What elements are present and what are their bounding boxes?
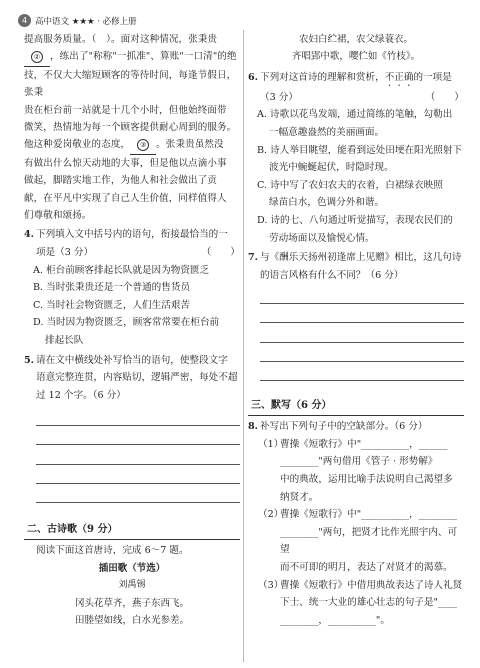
passage-line: 们尊敬和颂扬。 — [24, 210, 92, 222]
question-4: 4. 下列填入文中括号内的语句，衔接最恰当的一 项是（3 分） （ ） A. 柜台前顾客排起长队就是因为物资匮乏 B. 当时张秉贵还是一个普通的售货员 C. 当时社会物资匮乏，人们生活艰苦 D. 当时因为物资匮乏，顾客常常要在柜台前 排起长队 — [24, 226, 240, 349]
fill-blank[interactable]: ③ — [130, 136, 156, 154]
reading-passage — [24, 31, 240, 224]
question-4-stem-line1: 下列填入文中括号内的语句，衔接最恰当的一 — [36, 229, 228, 241]
section-3-title: 三、默写（6 分） — [248, 397, 464, 416]
passage-line: 做起，脚踏实地工作，为他人和社会做出了贡 — [24, 175, 218, 187]
poem-author: 刘禹锡 — [118, 580, 146, 591]
header-title: 高中语文 ★★★ · 必修上册 — [35, 16, 137, 27]
option-a[interactable]: A. 诗歌以花鸟发端，通过简练的笔触，勾勒出 一幅意趣盎然的美丽画面。 — [257, 109, 453, 138]
left-column — [24, 31, 240, 630]
option-c[interactable]: C. 当时社会物资匮乏，人们生活艰苦 — [33, 299, 191, 311]
question-4-stem-line2: 项是（3 分） — [36, 247, 94, 259]
option-c[interactable]: C. 诗中写了农妇农夫的衣着，白裙绿衣映照 绿苗白水，色调分外和谐。 — [257, 179, 443, 209]
column-divider — [243, 30, 244, 662]
option-b[interactable]: B. 当时张秉贵还是一个普通的售货员 — [33, 282, 191, 294]
poem-line-3: 农妇白纻裙，农父绿蓑衣。 — [298, 34, 413, 45]
answer-paren: （ ） — [201, 247, 240, 259]
option-d[interactable]: D. 当时因为物资匮乏，顾客常常要在柜台前 排起长队 — [33, 317, 220, 347]
answer-lines[interactable] — [36, 406, 240, 503]
passage-line: 有做出什么惊天动地的大事，但是他以点滴小事 — [24, 157, 227, 169]
poem-line-4: 齐唱郢中歌，嘤伫如《竹枝》。 — [291, 51, 421, 63]
answer-lines[interactable] — [260, 284, 464, 381]
passage-line: 技，不仅大大缩短顾客的等待时间，每逢节假日，张秉 — [24, 69, 237, 99]
answer-paren: （ ） — [425, 91, 464, 103]
passage-line: 他这种爱岗敬业的态度， ③ 。张秉贵虽然没 — [24, 136, 240, 154]
question-5: 5. 请在文中横线处补写恰当的语句，使整段文字 语意完整连贯，内容贴切，逻辑严密，每处不超 过 12 个字。（6 分） — [24, 352, 240, 504]
option-d[interactable]: D. 诗的七、八句通过听觉描写，表现农民们的 劳动场面以及愉悦心情。 — [257, 214, 453, 244]
poem-line-2: 田塍望如线，白水光参差。 — [74, 615, 189, 627]
poem-line-1: 冈头花草齐，燕子东西飞。 — [74, 597, 189, 609]
question-8: 8. 补写出下列句子中的空缺部分。（6 分） （1） 曹操《短歌行》中"__________，______ ________"两句借用《管子 · 形势解》 中的典故，运用比喻手法说明自己渴望多 纳贤才。 （2） 曹操《短歌行》中"__________，________ ________"两句，把贤才比作光照宇内、可望 而不可即的明月，表达了对贤才的渴慕。 （3） 曹操《短歌行》中借用典故表达了诗人礼贤 下士、统一大业的雄心壮志的句子是"____ ________，__________"。 — [248, 418, 464, 629]
passage-line: 献，在平凡中实现了自己人生价值，同样值得人 — [24, 192, 227, 204]
fill-in-item[interactable]: （1） 曹操《短歌行》中"__________，______ ________"两句借用《管子 · 形势解》 中的典故，运用比喻手法说明自己渴望多 纳贤才。 — [258, 438, 453, 503]
question-7: 7. 与《酬乐天扬州初逢席上见赠》相比，这几句诗 的语言风格有什么不同？（6 分） — [248, 249, 464, 381]
passage-line: 贵在柜台前一站就是十几个小时，但他始终面带 — [24, 104, 227, 116]
fill-blank[interactable]: ② — [24, 48, 50, 66]
section-2-intro: 阅读下面这首唐诗，完成 6～7 题。 — [36, 545, 189, 557]
page-header — [18, 14, 137, 27]
section-2-title: 二、古诗歌（9 分） — [24, 521, 240, 540]
option-b[interactable]: B. 诗人举目眺望，能看到远处田埂在阳光照射下 波光中蜿蜒起伏，时隐时现。 — [257, 144, 463, 174]
question-6: 6. 下列对这首诗的理解和赏析，不正确的一项是 （3 分） （ ） A. 诗歌以花鸟发端，通过简练的笔触，勾勒出 一幅意趣盎然的美丽画面。 B. 诗人举目眺望，能看到远处田埂在阳光照射下 波光中蜿蜒起伏，时隐时现。 C. 诗中写了农妇农夫的衣着，白裙绿衣映照 绿苗白水，色调分外和谐。 D. 诗的七、八句通过听觉描写，表现农民们的 劳动场面以及愉悦心情。 — [248, 69, 464, 247]
passage-line: 提高服务质量。（ ）。面对这种情况，张秉贵 — [24, 34, 218, 45]
emphasis-text: 不正确 — [384, 71, 414, 83]
fill-in-item[interactable]: （2） 曹操《短歌行》中"__________，________ ________"两句，把贤才比作光照宇内、可望 而不可即的明月，表达了对贤才的渴慕。 — [258, 509, 458, 574]
poem-title: 插田歌（节选） — [98, 562, 166, 574]
right-column — [248, 31, 464, 629]
passage-line: ② ，练出了"称称"一抓准"、算账"一口清"的绝 — [24, 48, 240, 66]
fill-in-item[interactable]: （3） 曹操《短歌行》中借用典故表达了诗人礼贤 下士、统一大业的雄心壮志的句子是"____ ________，__________"。 — [258, 579, 463, 626]
option-a[interactable]: A. 柜台前顾客排起长队就是因为物资匮乏 — [33, 264, 210, 276]
page-number: 4 — [18, 14, 31, 27]
passage-line: 微笑，热情地为每一个顾客提供耐心周到的服务。 — [24, 122, 237, 134]
